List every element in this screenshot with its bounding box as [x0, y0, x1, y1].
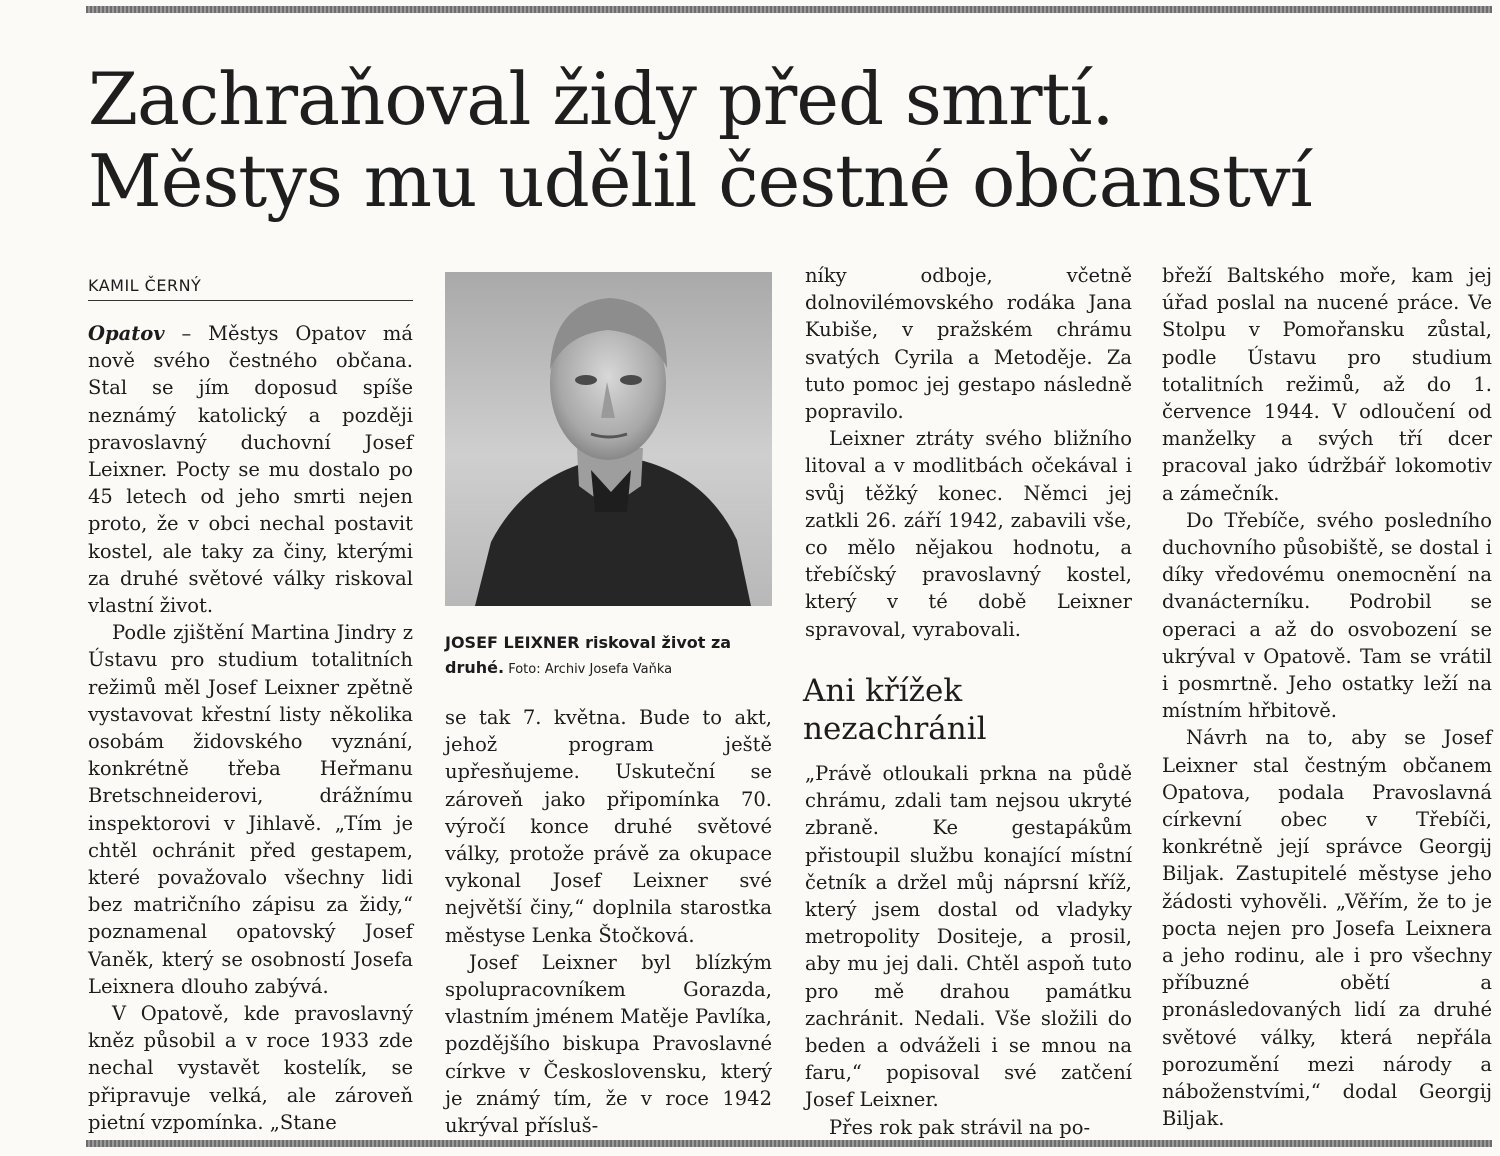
paragraph-8: Do Třebíče, svého posledního duchovního působiště, se dostal i díky vředovému onemocnění na dvanácterníku. Podrobil se operaci a až do osvobození se ukrýval v Opatově. Tam se vrátil i posmrtně. Jeho ostatky leží na místním hřbitově.	[1162, 508, 1492, 723]
headline-line-1: Zachraňoval židy před smrtí.	[88, 57, 1114, 141]
paragraph-3: V Opatově, kde pravoslavný kněz působil a v roce 1933 zde nechal vystavět kostelík, se připravuje velká, ale zároveň pietní vzpomínka. „Stane	[88, 1002, 413, 1134]
column-3-lower	[805, 760, 1132, 1141]
lead-place: Opatov	[88, 322, 165, 345]
caption-name: JOSEF LEIXNER	[445, 633, 580, 652]
headline	[88, 58, 1488, 222]
caption-credit: Foto: Archiv Josefa Vaňka	[504, 662, 673, 677]
paragraph-3-continued: se tak 7. května. Bude to akt, jehož program ještě upřesňujeme. Uskuteční se zároveň jako připomínka 70. výročí konce druhé světové války, protože právě za okupace vykonal Josef Leixner své největší činy,“ doplnila starostka městyse Lenka Štočková.	[445, 706, 772, 947]
top-rule	[86, 6, 1492, 13]
paragraph-7: Přes rok pak strávil na po-	[829, 1115, 1091, 1139]
subheading-line-1: Ani křížek	[803, 673, 963, 709]
byline: KAMIL ČERNÝ	[88, 276, 413, 301]
photo-caption	[445, 630, 772, 682]
paragraph-7-continued: břeží Baltského moře, kam jej úřad poslal na nucené práce. Ve Stolpu v Pomořansku zůstal, podle Ústavu pro studium totalitních režimů, až do 1. července 1944. V odloučení od manželky a svých tří dcer pracoval jako údržbář lokomotiv a zámečník.	[1162, 264, 1492, 505]
column-3	[805, 262, 1132, 643]
paragraph-6: „Právě otloukali prkna na půdě chrámu, zdali tam nejsou ukryté zbraně. Ke gestapákům přistoupil službu konající místní četník a držel můj náprsní kříž, který jsem dostal od vladyky metropolity Dositeje, a prosil, aby mu jej dali. Chtěl aspoň tuto pro mě drahou památku zachránit. Nedali. Vše složili do beden a odváželi i se mnou na faru,“ popisoval své zatčení Josef Leixner.	[805, 762, 1132, 1112]
subheading-line-2: nezachránil	[803, 711, 987, 747]
bottom-rule	[86, 1140, 1492, 1147]
column-2	[445, 704, 772, 1139]
caption-text: riskoval život za druhé.	[445, 633, 732, 677]
subheading	[803, 672, 1133, 748]
paragraph-1-text: – Městys Opatov má nově svého čestného občana. Stal se jím doposud spíše neznámý katolický a později pravoslavný duchovní Josef Leixner. Pocty se mu dostalo po 45 letech od jeho smrti nejen proto, že v obci nechal postavit kostel, ale taky za činy, kterými za druhé světové války riskoval vlastní život.	[88, 322, 413, 618]
paragraph-2: Podle zjištění Martina Jindry z Ústavu pro studium totalitních režimů měl Josef Leixner zpětně vystavovat křestní listy několika osobám židovského vyznání, konkrétně třeba Heřmanu Bretschneiderovi, drážnímu inspektorovi v Jihlavě. „Tím je chtěl ochránit před gestapem, které považovalo všechny lidi bez matričního zápisu za židy,“ poznamenal opatovský Josef Vaněk, který se osobností Josefa Leixnera dlouho zabývá.	[88, 621, 413, 998]
column-4	[1162, 262, 1492, 1133]
paragraph-5: Leixner ztráty svého bližního litoval a v modlitbách očekával i svůj těžký konec. Němci jej zatkli 26. září 1942, zabavili vše, co mělo nějakou hodnotu, a třebíčský pravoslavný kostel, který v té době Leixner spravoval, vyrabovali.	[805, 427, 1132, 641]
paragraph-4-continued: níky odboje, včetně dolnovilémovského rodáka Jana Kubiše, v pražském chrámu svatých Cyrila a Metoděje. Za tuto pomoc jej gestapo následně popravilo.	[805, 264, 1132, 424]
paragraph-4: Josef Leixner byl blízkým spolupracovníkem Gorazda, vlastním jménem Matěje Pavlíka, pozdějšího biskupa Pravoslavné církve v Československu, který je známý tím, že v roce 1942 ukrýval přísluš-	[445, 950, 772, 1138]
column-1	[88, 320, 413, 1136]
paragraph-9: Návrh na to, aby se Josef Leixner stal čestným občanem Opatova, podala Pravoslavná církevní obec v Třebíči, konkrétně její správce Georgij Biljak. Zastupitelé městyse jeho žádosti vyhověli. „Věřím, že to je pocta nejen pro Josefa Leixnera a jeho rodinu, ale i pro všechny příbuzné obětí a pronásledovaných lidí za druhé světové války, která nepřála porozumění mezi národy a náboženstvími,“ dodal Georgij Biljak.	[1162, 726, 1492, 1131]
portrait-image	[445, 272, 772, 606]
portrait-photo	[445, 272, 772, 606]
paragraph-1	[88, 320, 413, 619]
headline-line-2: Městys mu udělil čestné občanství	[88, 139, 1312, 223]
